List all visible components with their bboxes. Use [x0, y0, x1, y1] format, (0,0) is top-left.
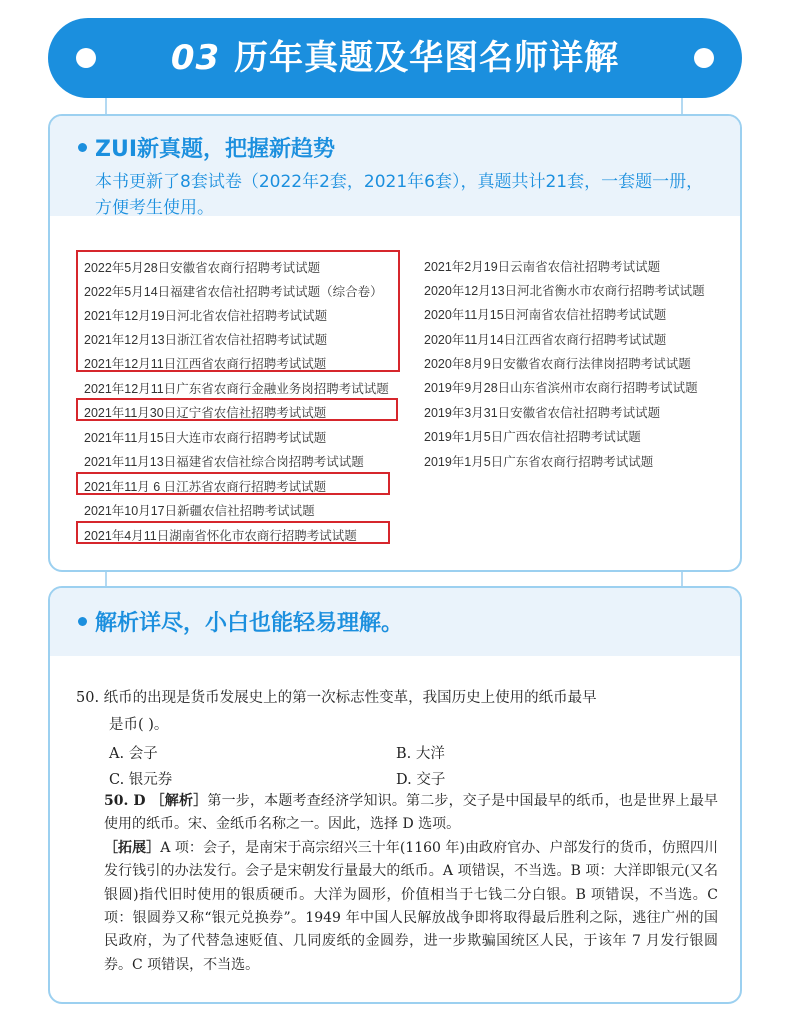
exam-item: 2020年11月14日江西省农商行招聘考试试题	[424, 333, 667, 347]
option-b: B. 大洋	[396, 746, 445, 762]
exam-item: 2021年12月11日广东省农商行金融业务岗招聘考试试题	[84, 382, 389, 396]
exam-item: 2020年11月15日河南省农信社招聘考试试题	[424, 308, 667, 322]
exam-item: 2020年12月13日河北省衡水市农商行招聘考试试题	[424, 284, 705, 298]
option-d: D. 交子	[396, 772, 446, 788]
banner-number: 03	[170, 38, 221, 78]
analysis-label: 50. D ［解析］	[104, 793, 208, 809]
exam-item: 2021年11月15日大连市农商行招聘考试试题	[84, 431, 327, 445]
new-exams-heading-text: ZUI新真题，把握新趋势	[95, 137, 336, 162]
analysis-block	[76, 790, 718, 977]
exam-item: 2022年5月14日福建省农信社招聘考试试题（综合卷）	[84, 285, 383, 299]
exam-item: 2021年11月13日福建省农信社综合岗招聘考试试题	[84, 455, 364, 469]
highlight-box-2022	[76, 250, 400, 372]
exam-item: 2019年1月5日广西农信社招聘考试试题	[424, 430, 641, 444]
option-c: C. 银元券	[109, 772, 173, 788]
exam-item: 2021年10月17日新疆农信社招聘考试试题	[84, 504, 315, 518]
banner-title-text: 历年真题及华图名师详解	[234, 38, 620, 78]
banner-title	[48, 18, 742, 98]
exam-item: 2019年1月5日广东省农商行招聘考试试题	[424, 455, 654, 469]
new-exams-header	[50, 116, 740, 216]
highlight-box-hunan	[76, 521, 390, 544]
bullet-icon	[78, 617, 87, 626]
new-exams-subtext: 本书更新了8套试卷（2022年2套，2021年6套），真题共计21套，一套题一册，方便考生使用。	[95, 172, 704, 218]
expand-text: A 项：会子，是南宋于高宗绍兴三十年(1160 年)由政府官办、户部发行的货币，仿照四川发行钱引的办法发行。会子是宋朝发行量最大的纸币。A 项错误，不当选。B 项：大洋即银元(又名银圆)指代旧时使用的银质硬币。大洋为圆形，价值相当于七钱二分白银。B 项错误，不当选。C 项：银圆券又称“银元兑换券”。1949 年中国人民解放战争即将取得最后胜利之际，逃往广州的国民政府，为了代替急速贬值、几同废纸的金圆券，进一步欺骗国统区人民，于该年 7 月发行银圆券。C 项错误，不当选。	[104, 839, 719, 973]
option-a: A. 会子	[109, 746, 158, 762]
exam-item: 2021年11月30日辽宁省农信社招聘考试试题	[84, 406, 327, 420]
analysis-paragraph	[76, 790, 718, 837]
exam-item: 2021年2月19日云南省农信社招聘考试试题	[424, 260, 661, 274]
highlight-box-jiangsu	[76, 472, 390, 495]
analysis-heading-text: 解析详尽，小白也能轻易理解。	[95, 611, 404, 636]
expand-paragraph	[76, 837, 718, 977]
exam-item: 2021年12月19日河北省农信社招聘考试试题	[84, 309, 328, 323]
highlight-box-liaoning	[76, 398, 398, 421]
exam-item: 2021年11月 6 日江苏省农商行招聘考试试题	[84, 480, 327, 494]
analysis-text: 第一步，本题考查经济学知识。第二步，交子是中国最早的纸币，也是世界上最早使用的纸币。宋、金纸币名称之一。因此，选择 D 选项。	[104, 793, 719, 833]
question-line-2: 是币( )。	[109, 717, 169, 733]
expand-label: ［拓展］	[104, 839, 161, 856]
exam-item: 2021年12月11日江西省农商行招聘考试试题	[84, 357, 327, 371]
analysis-heading	[78, 606, 712, 637]
exam-item: 2019年3月31日安徽省农信社招聘考试试题	[424, 406, 661, 420]
exam-item: 2019年9月28日山东省滨州市农商行招聘考试试题	[424, 381, 698, 395]
analysis-header	[50, 588, 740, 656]
new-exams-heading	[78, 132, 712, 163]
section-banner	[48, 18, 742, 98]
exam-item: 2020年8月9日安徽省农商行法律岗招聘考试试题	[424, 357, 691, 371]
exam-item: 2021年4月11日湖南省怀化市农商行招聘考试试题	[84, 529, 357, 543]
question-line-1: 50. 纸币的出现是货币发展史上的第一次标志性变革，我国历史上使用的纸币最早	[76, 690, 597, 706]
exam-item: 2022年5月28日安徽省农商行招聘考试试题	[84, 261, 321, 275]
exam-item: 2021年12月13日浙江省农信社招聘考试试题	[84, 333, 328, 347]
bullet-icon	[78, 143, 87, 152]
